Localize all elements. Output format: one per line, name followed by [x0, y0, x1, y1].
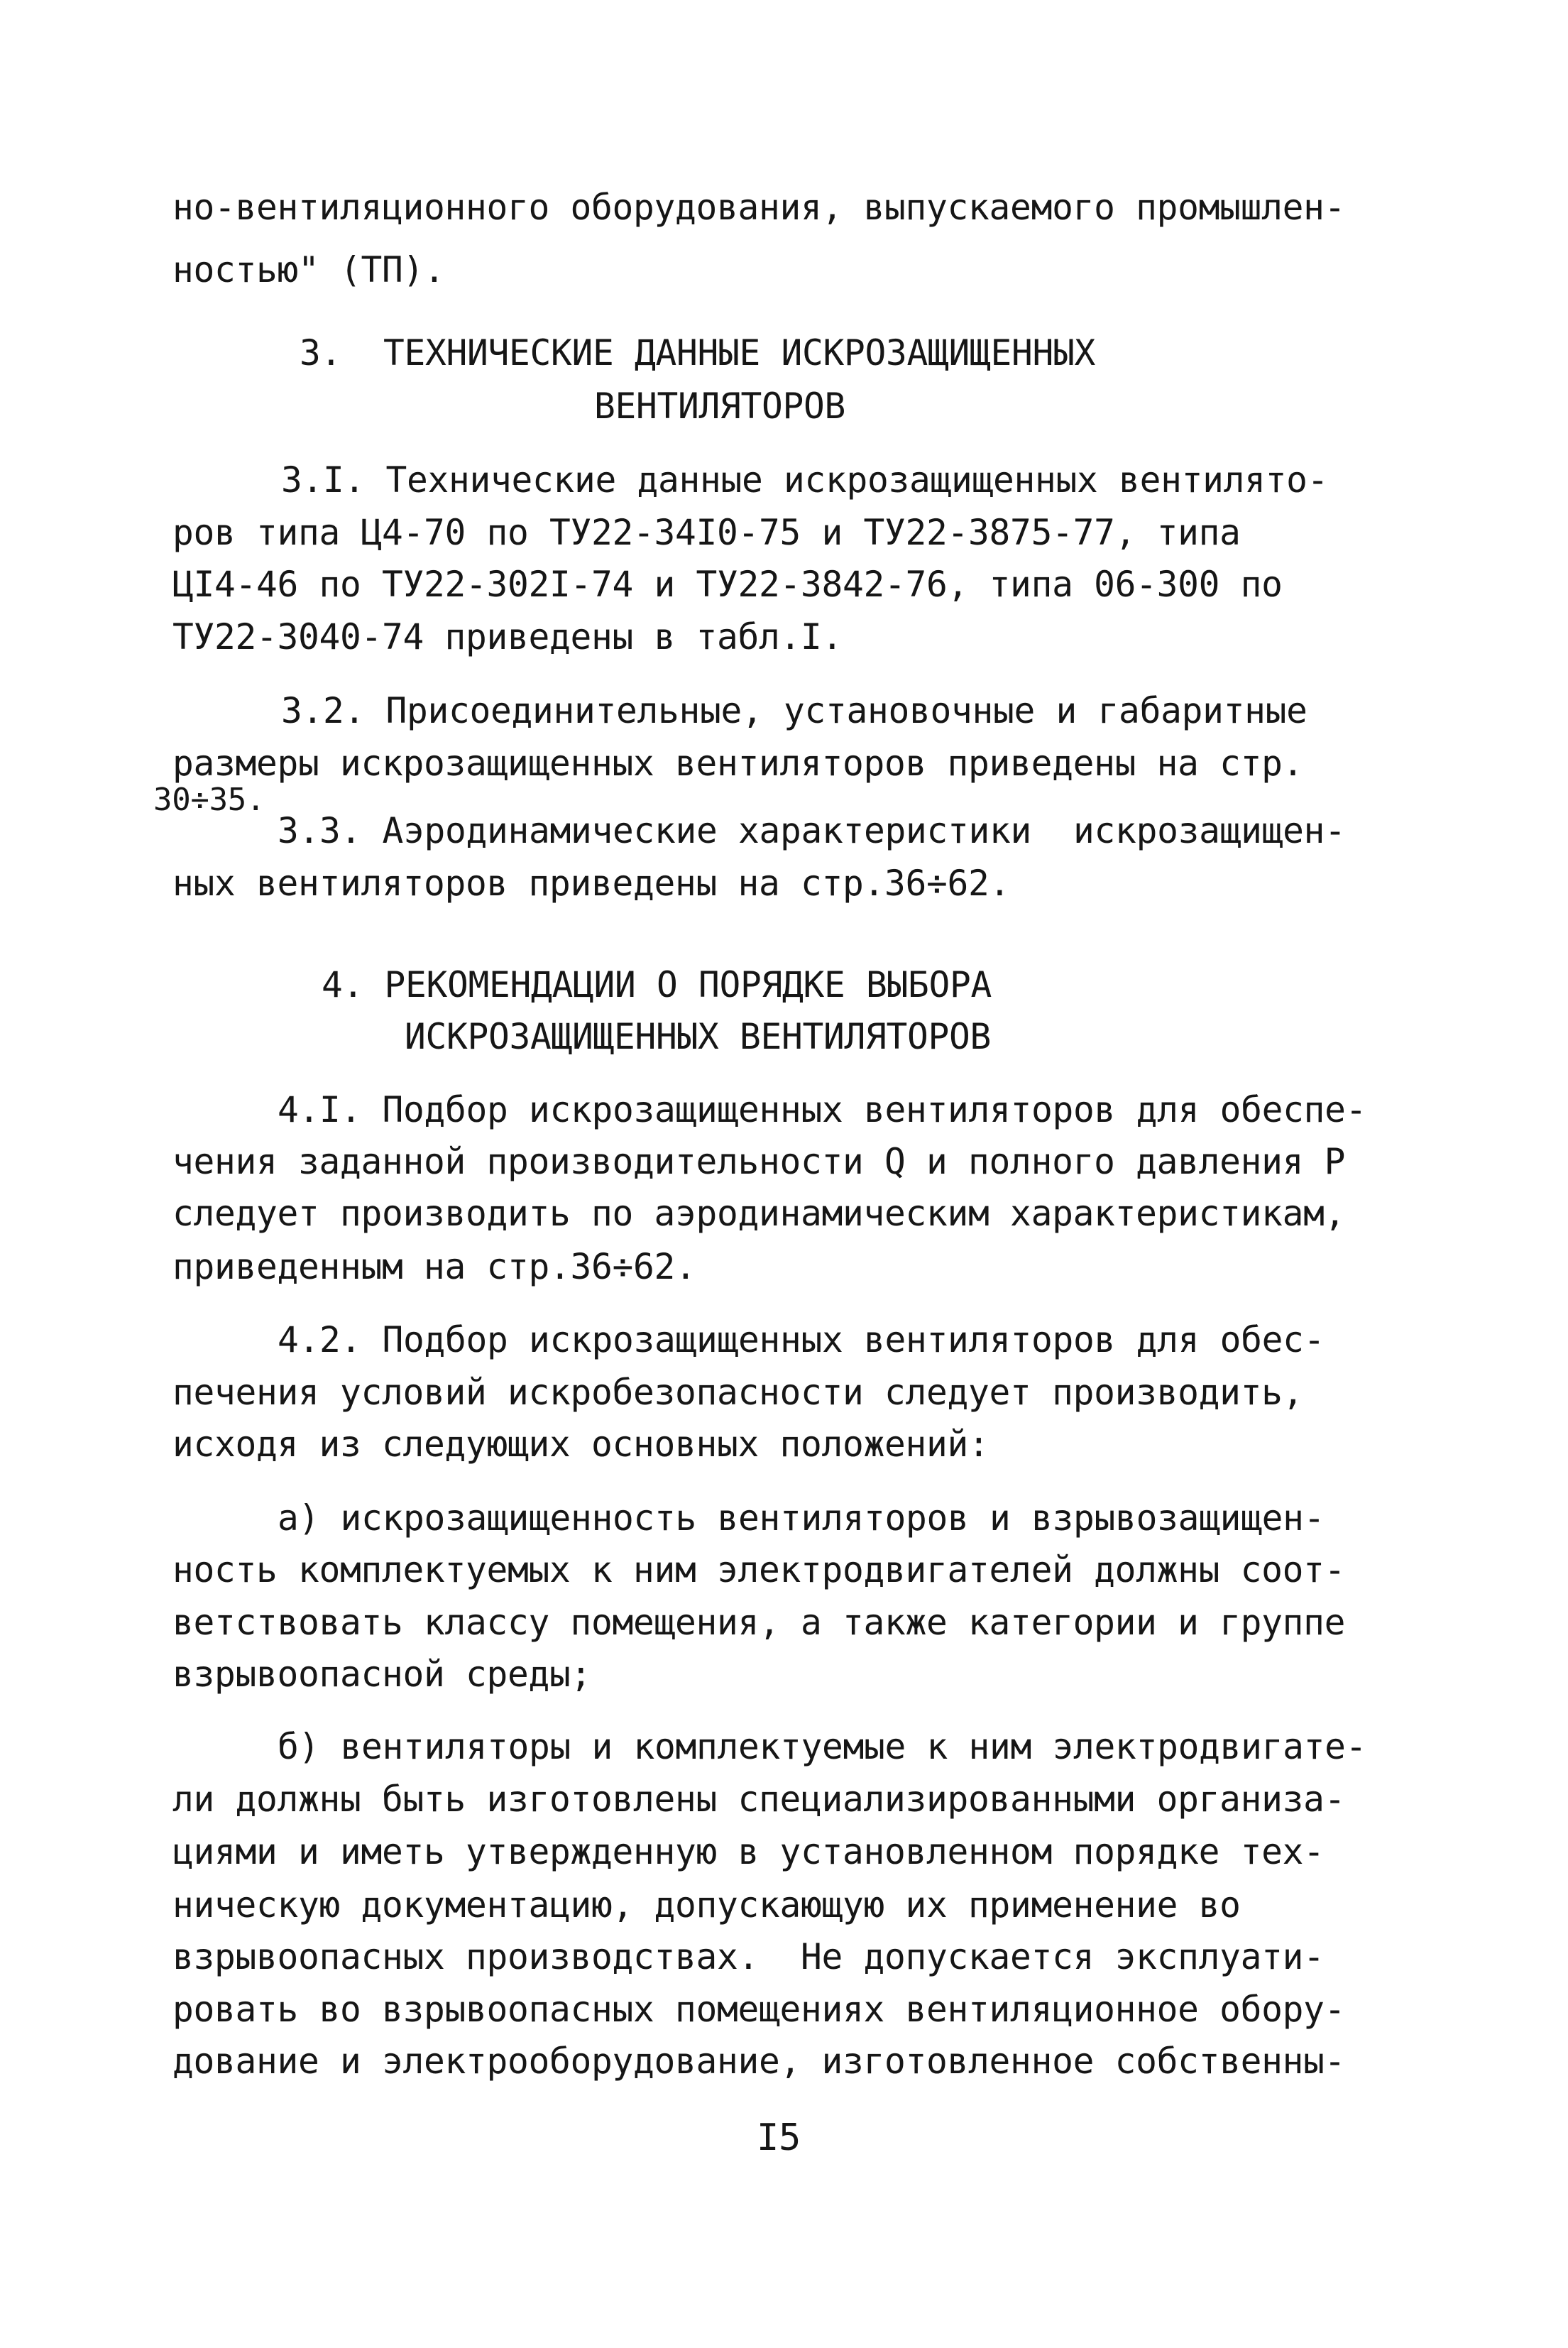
page-range-text: 30÷35.	[153, 782, 265, 818]
list-item-line: ли должны быть изготовлены специализированными организа-	[172, 1779, 1346, 1820]
paragraph-line: 4.2. Подбор искрозащищенных вентиляторов для обес-	[278, 1319, 1325, 1360]
paragraph-line: 4.I. Подбор искрозащищенных вентиляторов для обеспе-	[278, 1089, 1367, 1130]
paragraph-line: приведенным на стр.36÷62.	[172, 1246, 696, 1287]
list-item-line: дование и электрооборудование, изготовленное собственны-	[172, 2041, 1346, 2082]
list-item-line: ническую документацию, допускающую их применение во	[172, 1884, 1241, 1926]
paragraph-line: ЦI4-46 по ТУ22-302I-74 и ТУ22-3842-76, типа 06-300 по	[172, 564, 1283, 605]
paragraph-line: печения условий искробезопасности следует производить,	[172, 1372, 1304, 1413]
body-text-line: ностью" (ТП).	[172, 249, 445, 290]
paragraph-line: 3.2. Присоединительные, установочные и габаритные	[281, 690, 1307, 731]
paragraph-line: ров типа Ц4-70 по ТУ22-34I0-75 и ТУ22-3875-77, типа	[172, 512, 1241, 553]
paragraph-line: 3.3. Аэродинамические характеристики искрозащищен-	[278, 810, 1346, 851]
section-heading: ИСКРОЗАЩИЩЕННЫХ ВЕНТИЛЯТОРОВ	[405, 1016, 992, 1057]
section-heading: ВЕНТИЛЯТОРОВ	[594, 386, 846, 427]
paragraph-line: ТУ22-3040-74 приведены в табл.I.	[172, 616, 843, 657]
list-item-line: а) искрозащищенность вентиляторов и взрывозащищен-	[278, 1497, 1325, 1539]
list-item-line: циями и иметь утвержденную в установленном порядке тех-	[172, 1831, 1325, 1872]
section-heading: 4. РЕКОМЕНДАЦИИ О ПОРЯДКЕ ВЫБОРА	[322, 964, 992, 1005]
paragraph-line: 3.I. Технические данные искрозащищенных вентилято-	[281, 459, 1329, 501]
body-text-line: но-вентиляционного оборудования, выпускаемого промышлен-	[172, 187, 1346, 228]
list-item-line: взрывоопасной среды;	[172, 1654, 592, 1695]
paragraph-line: ных вентиляторов приведены на стр.36÷62.	[172, 863, 1011, 904]
paragraph-line: исходя из следующих основных положений:	[172, 1424, 989, 1465]
list-item-line: ровать во взрывоопасных помещениях вентиляционное обору-	[172, 1989, 1346, 2030]
paragraph-line: размеры искрозащищенных вентиляторов приведены на стр.	[172, 743, 1304, 784]
list-item-line: взрывоопасных производствах. Не допускается эксплуати-	[172, 1936, 1325, 1977]
list-item-line: б) вентиляторы и комплектуемые к ним электродвигате-	[278, 1726, 1367, 1767]
section-heading: 3. ТЕХНИЧЕСКИЕ ДАННЫЕ ИСКРОЗАЩИЩЕННЫХ	[300, 332, 1096, 373]
paragraph-line: чения заданной производительности Q и полного давления P	[172, 1141, 1346, 1182]
list-item-line: ветствовать классу помещения, а также категории и группе	[172, 1602, 1346, 1643]
list-item-line: ность комплектуемых к ним электродвигателей должны соот-	[172, 1549, 1346, 1590]
page-number: I5	[757, 2117, 801, 2159]
paragraph-line: следует производить по аэродинамическим характеристикам,	[172, 1193, 1346, 1234]
